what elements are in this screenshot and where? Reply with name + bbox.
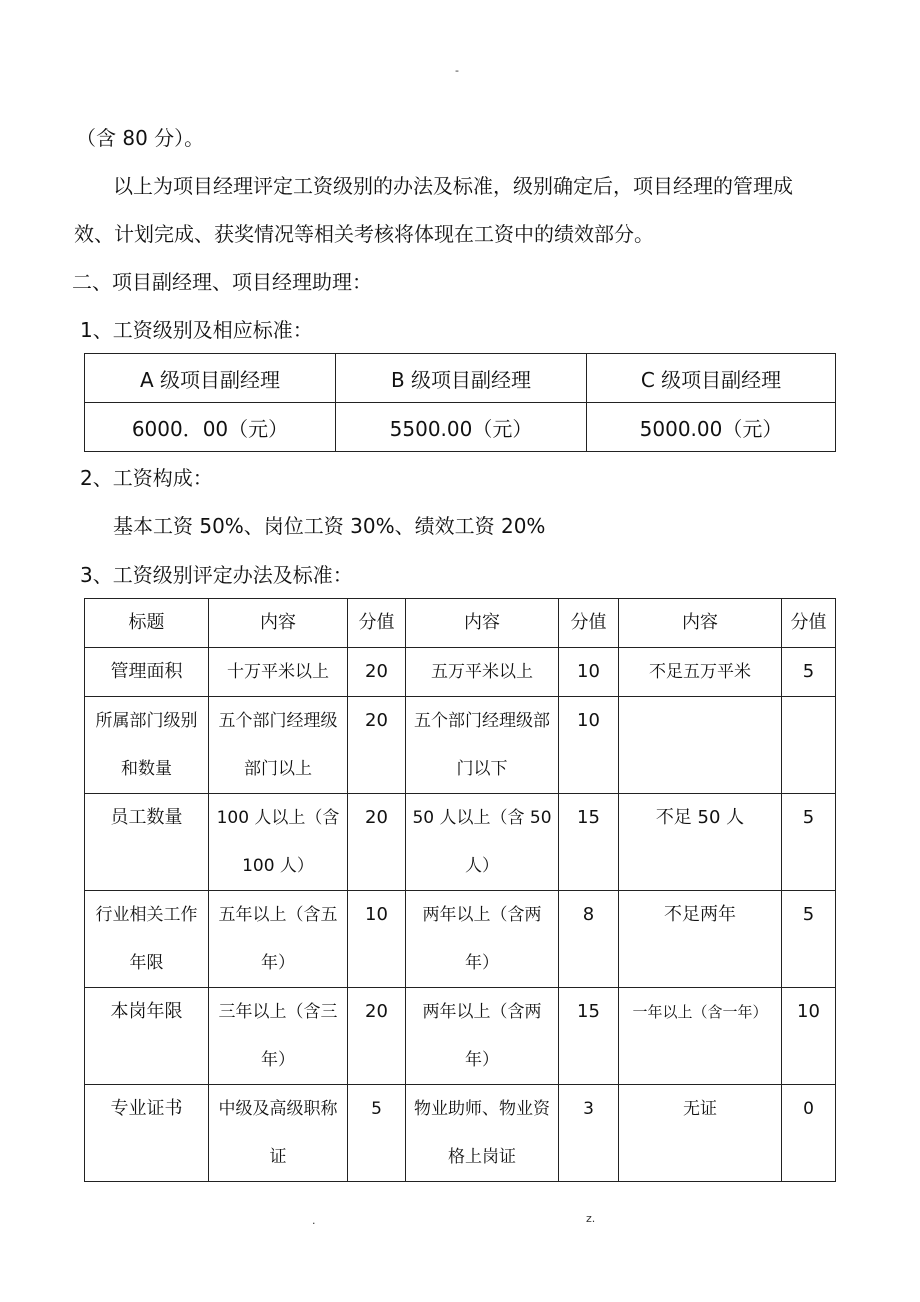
score-cell: 5 xyxy=(782,794,836,891)
paragraph-summary-line1: 以上为项目经理评定工资级别的办法及标准，级别确定后，项目经理的管理成 xyxy=(113,174,793,198)
paragraph-summary-line2: 效、计划完成、获奖情况等相关考核将体现在工资中的绩效部分。 xyxy=(74,222,654,246)
grade-b-salary: 5500.00（元） xyxy=(336,403,587,452)
content-cell: 100 人以上（含 100 人） xyxy=(209,794,348,891)
content-cell: 三年以上（含三年） xyxy=(209,988,348,1085)
score-cell: 10 xyxy=(782,988,836,1085)
score-cell: 5 xyxy=(348,1085,406,1182)
header-content-1: 内容 xyxy=(209,599,348,648)
header-score-2: 分值 xyxy=(559,599,619,648)
content-cell: 五个部门经理级部门以下 xyxy=(406,697,559,794)
score-cell: 15 xyxy=(559,988,619,1085)
content-cell: 五个部门经理级部门以上 xyxy=(209,697,348,794)
content-cell: 五年以上（含五年） xyxy=(209,891,348,988)
header-score-1: 分值 xyxy=(348,599,406,648)
header-content-3: 内容 xyxy=(619,599,782,648)
grade-b-header: B 级项目副经理 xyxy=(336,354,587,403)
table-row xyxy=(85,794,836,891)
table-row xyxy=(85,354,836,403)
header-title: 标题 xyxy=(85,599,209,648)
score-cell: 10 xyxy=(559,648,619,697)
score-cell: 20 xyxy=(348,988,406,1085)
score-cell: 3 xyxy=(559,1085,619,1182)
content-cell: 十万平米以上 xyxy=(209,648,348,697)
table-row xyxy=(85,403,836,452)
content-cell: 不足 50 人 xyxy=(619,794,782,891)
grade-c-salary: 5000.00（元） xyxy=(587,403,836,452)
header-content-2: 内容 xyxy=(406,599,559,648)
content-cell: 不足两年 xyxy=(619,891,782,988)
content-cell: 不足五万平米 xyxy=(619,648,782,697)
row-title: 所属部门级别和数量 xyxy=(85,697,209,794)
content-cell: 两年以上（含两年） xyxy=(406,988,559,1085)
salary-composition-text: 基本工资 50%、岗位工资 30%、绩效工资 20% xyxy=(113,514,546,538)
row-title: 行业相关工作年限 xyxy=(85,891,209,988)
score-cell xyxy=(782,697,836,794)
score-cell: 10 xyxy=(348,891,406,988)
score-cell: 5 xyxy=(782,648,836,697)
content-cell: 50 人以上（含 50 人） xyxy=(406,794,559,891)
score-cell: 15 xyxy=(559,794,619,891)
row-title: 员工数量 xyxy=(85,794,209,891)
score-cell: 20 xyxy=(348,648,406,697)
score-cell: 20 xyxy=(348,697,406,794)
content-cell: 五万平米以上 xyxy=(406,648,559,697)
row-title: 管理面积 xyxy=(85,648,209,697)
score-cell: 0 xyxy=(782,1085,836,1182)
score-cell: 8 xyxy=(559,891,619,988)
table-header-row xyxy=(85,599,836,648)
grade-a-salary: 6000．00（元） xyxy=(85,403,336,452)
table-row xyxy=(85,1085,836,1182)
header-mark: - xyxy=(455,64,459,77)
score-cell: 10 xyxy=(559,697,619,794)
table-row xyxy=(85,648,836,697)
evaluation-standard-table xyxy=(84,598,836,1182)
salary-grade-table xyxy=(84,353,836,452)
item-salary-composition-heading: 2、工资构成： xyxy=(80,466,213,490)
content-cell: 两年以上（含两年） xyxy=(406,891,559,988)
content-cell: 物业助师、物业资格上岗证 xyxy=(406,1085,559,1182)
grade-a-header: A 级项目副经理 xyxy=(85,354,336,403)
content-cell: 无证 xyxy=(619,1085,782,1182)
table-row xyxy=(85,988,836,1085)
content-cell: 一年以上（含一年） xyxy=(619,988,782,1085)
item-evaluation-heading: 3、工资级别评定办法及标准： xyxy=(80,563,353,587)
item-salary-grade-heading: 1、工资级别及相应标准： xyxy=(80,318,313,342)
footer-right-mark: z. xyxy=(586,1212,596,1225)
grade-c-header: C 级项目副经理 xyxy=(587,354,836,403)
table-row xyxy=(85,697,836,794)
section-heading-deputy-manager: 二、项目副经理、项目经理助理： xyxy=(72,270,372,294)
score-cell: 20 xyxy=(348,794,406,891)
footer-left-mark: . xyxy=(312,1214,316,1227)
header-score-3: 分值 xyxy=(782,599,836,648)
content-cell xyxy=(619,697,782,794)
content-cell: 中级及高级职称证 xyxy=(209,1085,348,1182)
row-title: 本岗年限 xyxy=(85,988,209,1085)
row-title: 专业证书 xyxy=(85,1085,209,1182)
paragraph-score-note: （含 80 分）。 xyxy=(76,126,205,150)
score-cell: 5 xyxy=(782,891,836,988)
table-row xyxy=(85,891,836,988)
